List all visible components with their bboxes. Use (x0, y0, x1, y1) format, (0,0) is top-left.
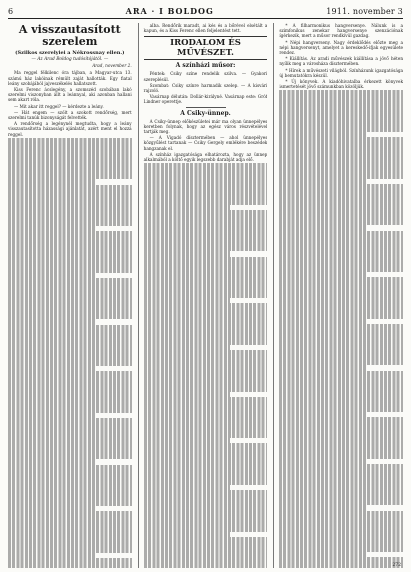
page-header (8, 6, 403, 19)
article-paragraph: alba. Rendőrik maradt, ai kés és a bőrével elsétált a kapun, és a Kiss Ferenc ellen feljelentést tett. (143, 23, 268, 34)
program-item: Szombat: Csiky színre harmadik szelep. — A kisvári rajzoló. (143, 82, 268, 94)
program-item: Péntek: Csiky színe rendelik szilva. — Gyakori szereplésül. (143, 71, 268, 82)
page-number: 6 (8, 7, 14, 16)
article-paragraph: — Hát engem — szólt a szokott rendőrség, mert szerelmi tanúk bizonyságát felvették. (8, 109, 132, 121)
footer-number: 272 (392, 563, 401, 568)
column-1 (8, 23, 132, 568)
illegible-text-line (279, 563, 403, 568)
article-paragraph: A rendőrség a legénynél megtudta, hogy a leány visszautasította házassági ajánlatát, azért ment el hozzá reggel. (8, 121, 132, 137)
illegible-text-line (144, 563, 268, 568)
news-item: * A filharmonikus hangversenye. Nálunk is a szimfonikus zenekar hangversenye szenzációnak ígérkezik, mert a műsor rendkívül gazdag. (279, 23, 404, 39)
news-item: * Hírek a művészeti világból. Színházunk igazgatósága új bemutatókra készül. (279, 67, 404, 78)
article-paragraph: Kiss Ferenc ácslegény, a szomszéd szobában lakó szerelmi viszonyban állt a leánnyal, aki azonban hallani sem akart róla. (8, 87, 132, 103)
program-item: Vasárnap délután: Dollár-királyné. Vasárnap este: Gróf Lindner operettje. (143, 94, 268, 105)
divider (186, 107, 226, 108)
paper-title: ARA · I BOLDOG (125, 6, 214, 16)
news-item: * Kiállítás. Az aradi művészek kiállítása a jövő héten nyílik meg a városháza dísztermében. (279, 56, 404, 67)
article-title: A visszautasított szerelem (18, 23, 121, 48)
article-source: — Az Arad Boldog tudósítójától. — (31, 57, 109, 62)
column-3 (273, 23, 403, 568)
csiky-title: A Csiky-ünnep. (180, 109, 231, 117)
article-dateline: Arad, november 2. (92, 63, 132, 69)
article-paragraph: — A Vigadó dísztermében — ahol ünnepélyes közgyűlést tartanak — Csiky Gergely emlékére beszédek hangzanak el. (143, 135, 268, 151)
article-paragraph: A Csiky-ünnep előkészületei már ma olyan ünnepélyes keretben folynak, hogy az egész város részvételével tartják meg. (143, 118, 268, 135)
columns (8, 23, 403, 568)
article-paragraph: — Mit akar itt reggel? — kérdezte a leány. (14, 103, 104, 109)
news-item: * Népi hangverseny. Nagy érdeklődés előzte meg a népi hangversenyt, amelyet a kereskedő-ifjak egyesülete rendez. (279, 39, 404, 56)
column-2 (138, 23, 268, 568)
theatre-program-title: A színházi műsor: (175, 62, 236, 70)
illegible-text-block (144, 163, 268, 568)
illegible-text-line (8, 563, 132, 568)
article-subtitle: (Szilkos szerelyiei a Nékrossnay ellen.) (15, 50, 125, 56)
section-title: IRODALOM ÉS MŰVÉSZET. (144, 36, 268, 60)
article-paragraph: Ma reggel félkilenc óra tájban, a Magyar-utca 13. számú ház lakóinak rémült zaját hallották. Egy fiatal leány szobájából jajveszékelés hallatszott. (8, 70, 132, 86)
illegible-text-block (8, 138, 132, 568)
news-item: * Új könyvek. A kiadóhivatalba érkezett könyvek ismertetését jövő számunkban közöljük. (279, 79, 404, 90)
article-paragraph: A színház igazgatósága elhatározta, hogy az ünnep alkalmából a költő egyik legszebb darabját adja elő. (143, 151, 268, 163)
issue-date: 1911. november 3 (326, 7, 403, 16)
illegible-text-block (279, 90, 403, 567)
